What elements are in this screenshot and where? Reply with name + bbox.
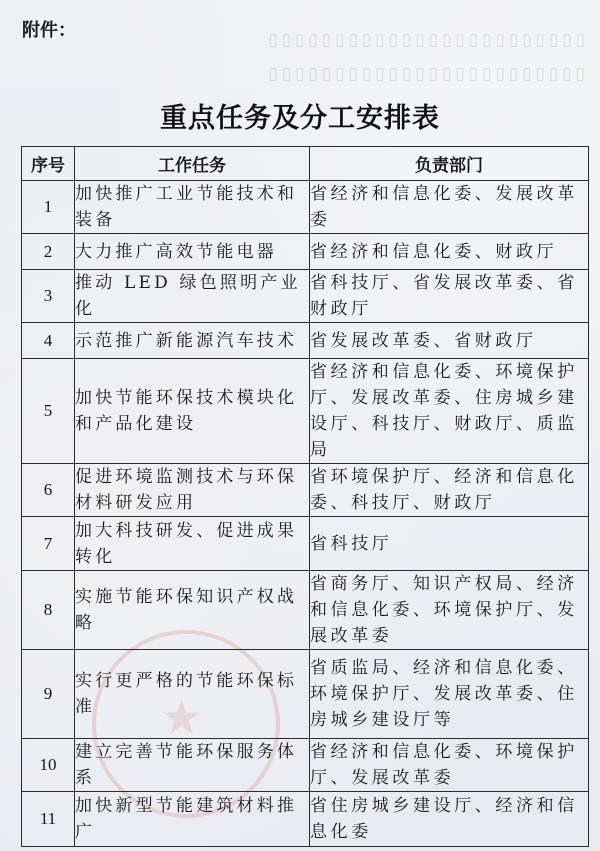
bleed-through-texture: ▯▯▯▯▯▯▯▯▯▯▯▯▯▯▯▯▯▯▯▯▯▯▯▯ xyxy=(264,64,585,84)
row-department: 省经济和信息化委、财政厅 xyxy=(310,234,589,270)
table-row xyxy=(22,270,589,323)
row-task: 促进环境监测技术与环保材料研发应用 xyxy=(75,464,310,517)
row-task: 推动 LED 绿色照明产业化 xyxy=(75,270,310,323)
row-index: 10 xyxy=(22,739,75,792)
row-index: 3 xyxy=(22,270,75,323)
row-task: 建立完善节能环保服务体系 xyxy=(75,739,310,792)
header-task: 工作任务 xyxy=(75,147,310,181)
header-department: 负责部门 xyxy=(310,147,589,181)
row-index: 6 xyxy=(22,464,75,517)
row-department: 省经济和信息化委、环境保护厅、发展改革委 xyxy=(310,739,589,792)
page-title: 重点任务及分工安排表 xyxy=(160,103,440,134)
table-row xyxy=(22,181,589,234)
row-task: 加大科技研发、促进成果转化 xyxy=(75,517,310,571)
row-department: 省发展改革委、省财政厅 xyxy=(310,323,589,359)
annex-label: 附件： xyxy=(22,20,76,41)
seal-star-icon: ★ xyxy=(160,690,204,746)
table-row xyxy=(22,323,589,359)
row-task: 实施节能环保知识产权战略 xyxy=(75,571,310,650)
row-department: 省经济和信息化委、环境保护厅、发展改革委、住房城乡建设厅、科技厅、财政厅、质监局 xyxy=(310,359,589,464)
row-index: 11 xyxy=(22,792,75,847)
row-task: 加快推广工业节能技术和装备 xyxy=(75,181,310,234)
row-department: 省经济和信息化委、发展改革委 xyxy=(310,181,589,234)
table-row xyxy=(22,792,589,847)
row-index: 1 xyxy=(22,181,75,234)
table-row xyxy=(22,359,589,464)
row-department: 省环境保护厅、经济和信息化委、科技厅、财政厅 xyxy=(310,464,589,517)
row-index: 8 xyxy=(22,571,75,650)
table-row xyxy=(22,739,589,792)
table-row xyxy=(22,234,589,270)
row-task: 大力推广高效节能电器 xyxy=(75,234,310,270)
row-index: 9 xyxy=(22,650,75,739)
row-task: 实行更严格的节能环保标准 xyxy=(75,650,310,739)
row-department: 省商务厅、知识产权局、经济和信息化委、环境保护厅、发展改革委 xyxy=(310,571,589,650)
table-row xyxy=(22,650,589,739)
task-assignment-table xyxy=(21,146,589,847)
row-department: 省科技厅 xyxy=(310,517,589,571)
table-row xyxy=(22,571,589,650)
row-index: 4 xyxy=(22,323,75,359)
table-row xyxy=(22,464,589,517)
row-index: 5 xyxy=(22,359,75,464)
row-task: 加快节能环保技术模块化和产品化建设 xyxy=(75,359,310,464)
row-department: 省科技厅、省发展改革委、省财政厅 xyxy=(310,270,589,323)
row-task: 加快新型节能建筑材料推广 xyxy=(75,792,310,847)
row-department: 省住房城乡建设厅、经济和信息化委 xyxy=(310,792,589,847)
row-index: 7 xyxy=(22,517,75,571)
header-index: 序号 xyxy=(22,147,75,181)
bleed-through-texture: ▯▯▯▯▯▯▯▯▯▯▯▯▯▯▯▯▯▯▯▯▯▯▯▯ xyxy=(264,30,585,50)
table-row xyxy=(22,517,589,571)
row-department: 省质监局、经济和信息化委、环境保护厅、发展改革委、住房城乡建设厅等 xyxy=(310,650,589,739)
row-task: 示范推广新能源汽车技术 xyxy=(75,323,310,359)
table-header-row xyxy=(22,147,589,181)
row-index: 2 xyxy=(22,234,75,270)
